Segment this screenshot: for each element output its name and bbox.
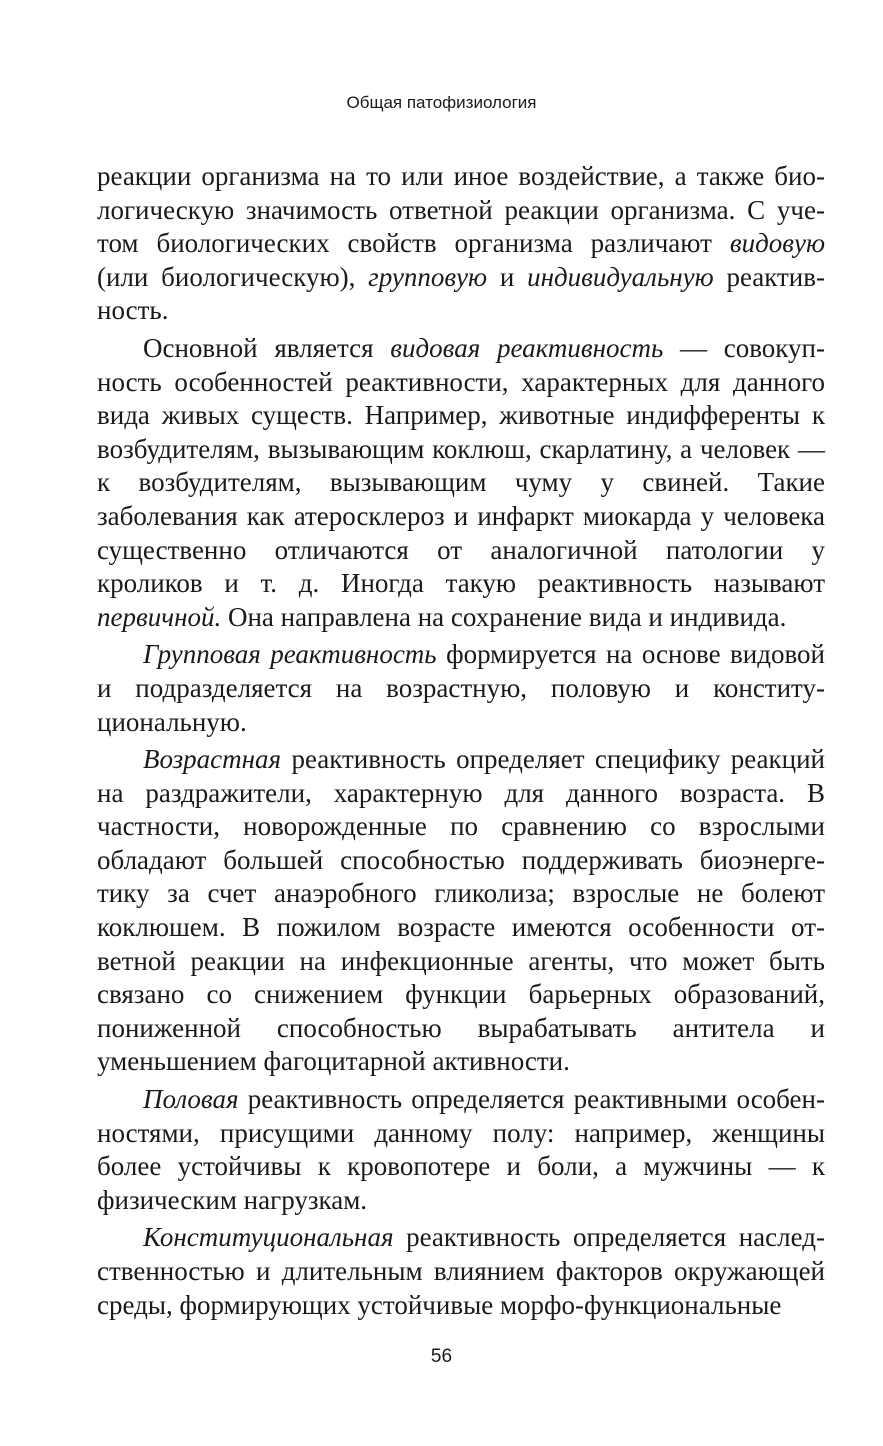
italic-term: видовую bbox=[729, 228, 825, 259]
running-header: Общая патофизиология bbox=[346, 93, 537, 112]
italic-term: Конституциональная bbox=[143, 1222, 394, 1253]
italic-term: групповую bbox=[368, 261, 488, 292]
italic-term: видовая реактивность bbox=[390, 332, 664, 363]
text-segment: реактивность определяет специфику реакций на раздражители, характерную для данного возраста. В частности, новорожденные по сравнению со взрослыми обладают большей способностью поддерживать биоэнергетику за счет анаэробного гликолиза; взрослые не болеют коклюшем. В пожилом возрасте имеются особенности ответной реакции на инфекционные агенты, что может быть связано со снижением функции барьерных образований, пониженной способностью вырабатывать антитела и уменьшением фагоцитарной активности. bbox=[97, 744, 825, 1077]
page-number: 56 bbox=[430, 1346, 453, 1367]
paragraph bbox=[97, 743, 825, 1079]
text-segment: — совокупность особенностей реактивности, характерных для данного вида живых существ. Например, животные индифференты к возбудителям, вызывающим коклюш, скарлатину, а человек — к возбудителям, вызывающим чуму у свиней. Такие заболевания как атеросклероз и инфаркт миокарда у человека существенно отличаются от аналогичной патологии у кроликов и т. д. Иногда такую реактивность называют bbox=[97, 332, 825, 599]
text-segment: реактивность определяется реактивными особенностями, присущими данному полу: например, женщины более устойчивы к кровопотере и боли, а мужчины — к физическим нагрузкам. bbox=[97, 1084, 825, 1215]
text-segment: реактивность. bbox=[97, 261, 826, 326]
text-segment: Основной является bbox=[143, 332, 391, 363]
paragraph bbox=[97, 638, 825, 739]
text-segment: Она направлена на сохранение вида и индивида. bbox=[221, 601, 787, 632]
italic-term: Групповая реактивность bbox=[143, 639, 437, 670]
italic-term: индивидуальную bbox=[527, 261, 714, 292]
body-text bbox=[97, 160, 825, 1322]
text-segment: реактивность определяется наследственностью и длительным влиянием факторов окружающей среды, формирующих устойчивые морфо-функциональные bbox=[97, 1222, 825, 1320]
text-segment: и bbox=[487, 261, 528, 292]
paragraph bbox=[97, 332, 825, 634]
italic-term: первичной. bbox=[97, 601, 222, 632]
text-segment: реакции организма на то или иное воздействие, а также биологическую значимость ответной реакции организма. С учетом биологических свойств организма различают bbox=[97, 161, 825, 259]
paragraph bbox=[97, 1083, 825, 1217]
italic-term: Половая bbox=[143, 1084, 239, 1115]
paragraph bbox=[97, 160, 825, 328]
text-segment: формируется на основе видовой и подразделяется на возрастную, половую и конституциональную. bbox=[97, 639, 825, 737]
text-segment: (или биологическую), bbox=[97, 261, 369, 292]
paragraph bbox=[97, 1221, 825, 1322]
italic-term: Возрастная bbox=[143, 744, 282, 775]
